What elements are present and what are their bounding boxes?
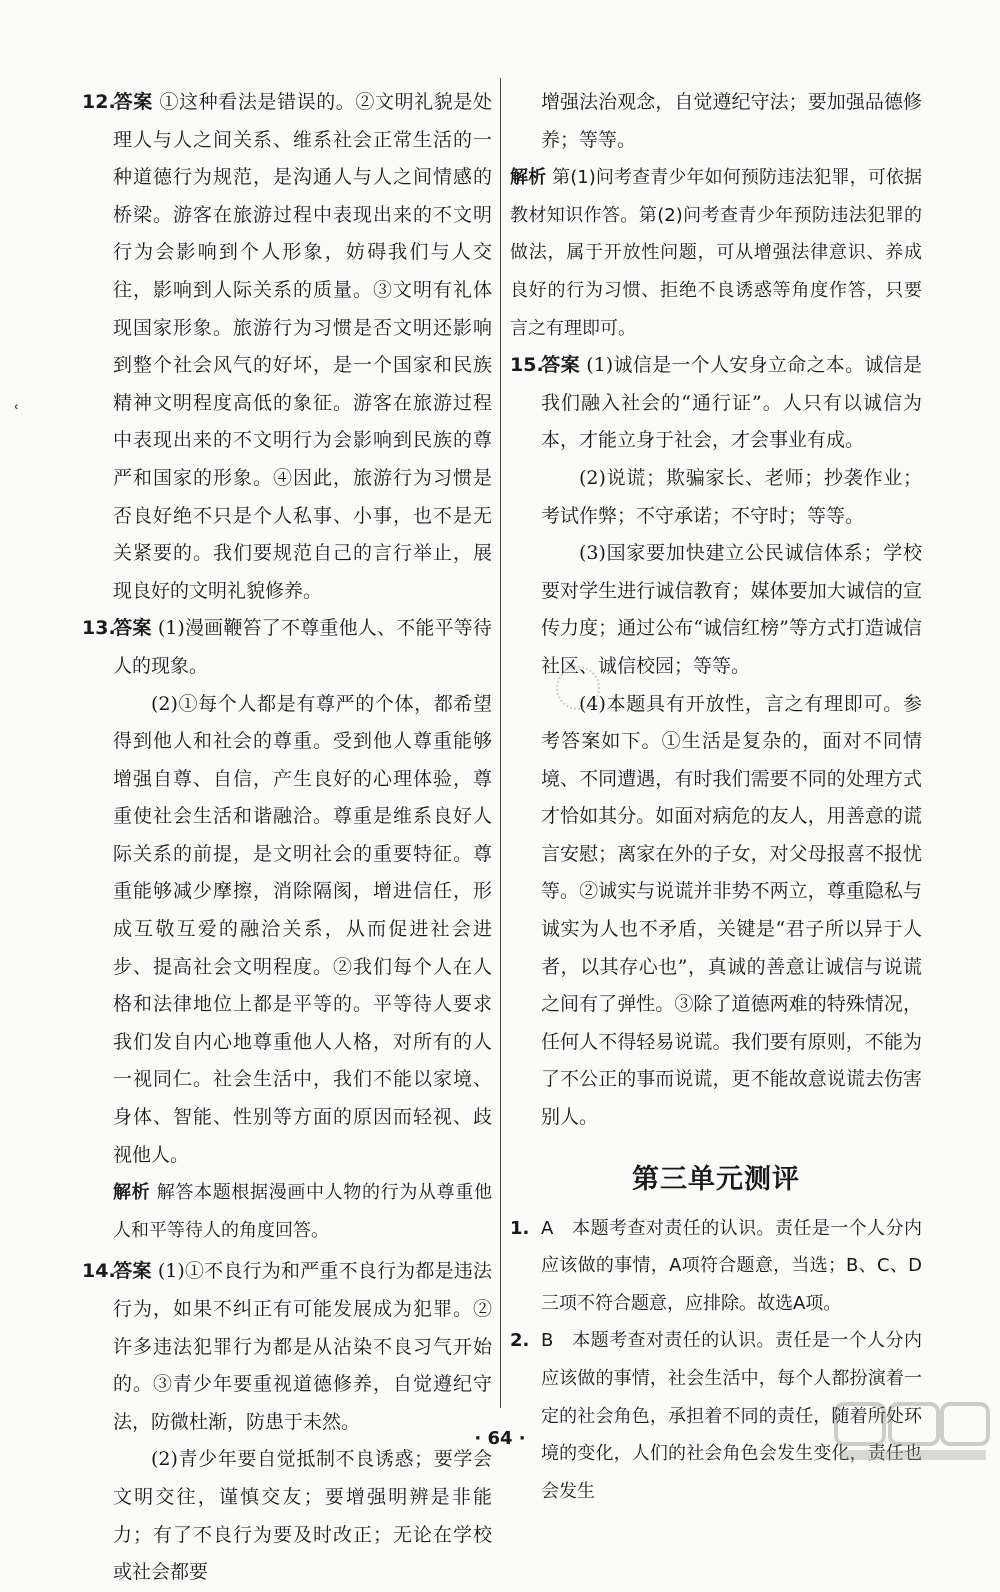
- answer-15-part3: (3)国家要加快建立公民诚信体系；学校要对学生进行诚信教育；媒体要加大诚信的宣传力度；通过公布“诚信红榜”等方式打造诚信社区、诚信校园；等等。: [541, 542, 922, 677]
- answer-14-continued: 增强法治观念，自觉遵纪守法；要加强品德修养；等等。: [541, 91, 922, 151]
- question-number: 15.: [510, 354, 544, 377]
- answer-14: [82, 1253, 492, 1441]
- column-divider: [500, 78, 501, 1408]
- analysis-tag: 解析: [113, 1182, 151, 1204]
- answer-text: B 本题考查对责任的认识。责任是一个人分内应该做的事情，社会生活中，每个人都扮演着一定的社会角色，承担着不同的责任，随着所处环境的变化，人们的社会角色会发生变化，责任也会发生: [541, 1330, 922, 1502]
- answer-text: A 本题考查对责任的认识。责任是一个人分内应该做的事情，A项符合题意，当选；B、C、D三项不符合题意，应排除。故选A项。: [541, 1217, 922, 1314]
- answer-15-part4: (4)本题具有开放性，言之有理即可。参考答案如下。①生活是复杂的，面对不同情境、不同遭遇，有时我们需要不同的处理方式才恰如其分。如面对病危的友人，用善意的谎言安慰；离家在外的子女，对父母报喜不报忧等。②诚实与说谎并非势不两立，尊重隐私与诚实为人也不矛盾，关键是“君子所以异于人者，以其存心也”，真诚的善意让诚信与说谎之间有了弹性。③除了道德两难的特殊情况，任何人不得轻易说谎。我们要有原则，不能为了不公正的事而说谎，更不能故意说谎去伤害别人。: [541, 692, 922, 1129]
- analysis-text: 第(1)问考查青少年如何预防违法犯罪，可依据教材知识作答。第(2)问考查青少年预防违法犯罪的做法，属于开放性问题，可从增强法律意识、养成良好的行为习惯、拒绝不良诱惑等角度作答，只要言之有理即可。: [510, 167, 923, 339]
- question-number: 13.: [82, 617, 116, 640]
- answer-13-part2: (2)①每个人都是有尊严的个体，都希望得到他人和社会的尊重。受到他人尊重能够增强自尊、自信，产生良好的心理体验，尊重使社会生活和谐融洽。尊重是维系良好人际关系的前提，是文明社会的重要特征。尊重能够减少摩擦，消除隔阂，增进信任，形成互敬互爱的融洽关系，从而促进社会进步、提高社会文明程度。②我们每个人在人格和法律地位上都是平等的。平等待人要求我们发自内心地尊重他人人格，对所有的人一视同仁。社会生活中，我们不能以家境、身体、智能、性别等方面的原因而轻视、歧视他人。: [113, 692, 492, 1166]
- answer-14-part2: (2)青少年要自觉抵制不良诱惑；要学会文明交往，谨慎交友；要增强明辨是非能力；有了不良行为要及时改正；无论在学校或社会都要: [113, 1448, 492, 1584]
- answer-tag: 答案: [113, 617, 152, 640]
- right-column: [510, 84, 922, 1510]
- ink-stamp: [556, 666, 600, 710]
- answer-tag: 答案: [113, 91, 153, 113]
- margin-mark: ʿ: [14, 402, 20, 423]
- answer-1: [510, 1210, 922, 1323]
- answer-15: [510, 347, 922, 460]
- answer-text: (1)漫画鞭笞了不尊重他人、不能平等待人的现象。: [113, 617, 492, 677]
- analysis-14: [510, 159, 922, 347]
- answer-text: (1)诚信是一个人安身立命之本。诚信是我们融入社会的“通行证”。人只有以诚信为本，才能立身于社会，才会事业有成。: [541, 354, 922, 452]
- analysis-tag: 解析: [510, 167, 547, 189]
- answer-tag: 答案: [113, 1260, 152, 1283]
- analysis-13: [82, 1174, 492, 1249]
- page-number: · 64 ·: [474, 1428, 526, 1449]
- question-number: 14.: [82, 1260, 116, 1283]
- answer-12: [82, 84, 492, 610]
- answer-text: ①这种看法是错误的。②文明礼貌是处理人与人之间关系、维系社会正常生活的一种道德行为规范，是沟通人与人之间情感的桥梁。游客在旅游过程中表现出来的不文明行为会影响到个人形象，妨碍我们与人交往，影响到人际关系的质量。③文明有礼体现国家形象。旅游行为习惯是否文明还影响到整个社会风气的好坏，是一个国家和民族精神文明程度高低的象征。游客在旅游过程中表现出来的不文明行为会影响到民族的尊严和国家的形象。④因此，旅游行为习惯是否良好绝不只是个人私事、小事，也不是无关紧要的。我们要规范自己的言行举止，展现良好的文明礼貌修养。: [113, 91, 492, 602]
- section-title: 第三单元测评: [632, 1163, 800, 1195]
- analysis-text: 解答本题根据漫画中人物的行为从尊重他人和平等待人的角度回答。: [113, 1182, 492, 1241]
- answer-text: (1)①不良行为和严重不良行为都是违法行为，如果不纠正有可能发展成为犯罪。②许多违法犯罪行为都是从沾染不良习气开始的。③青少年要重视道德修养，自觉遵纪守法，防微杜渐，防患于未然。: [113, 1260, 492, 1433]
- answer-tag: 答案: [541, 354, 580, 377]
- question-number: 12.: [82, 91, 116, 113]
- question-number: 2.: [510, 1330, 530, 1352]
- answer-15-part2: (2)说谎；欺骗家长、老师；抄袭作业；考试作弊；不守承诺；不守时；等等。: [541, 466, 922, 527]
- question-number: 1.: [510, 1217, 530, 1239]
- answer-13: [82, 610, 492, 685]
- left-column: [82, 84, 492, 1592]
